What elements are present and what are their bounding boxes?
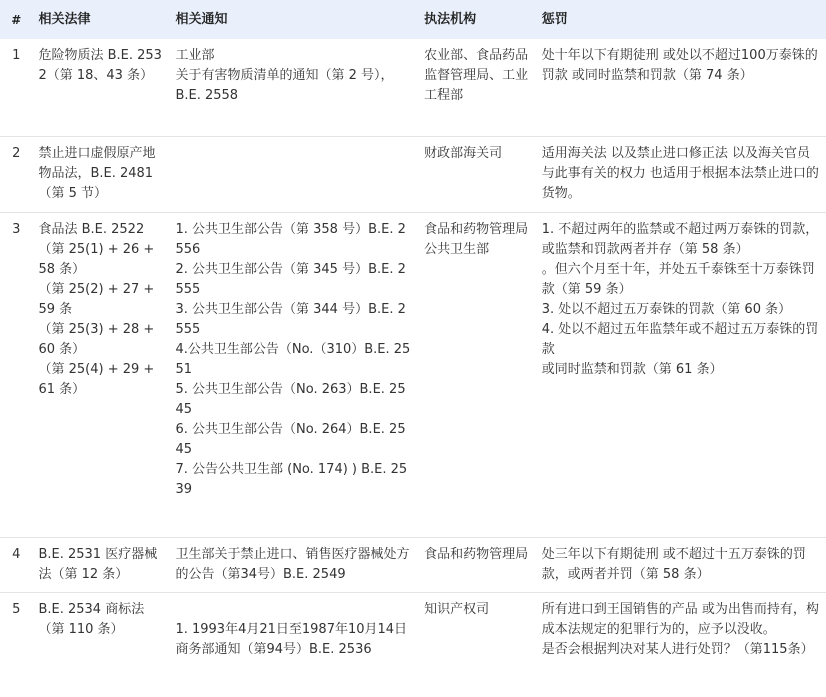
header-row [0,0,826,39]
row-law: 禁止进口虚假原产地物品法，B.E. 2481（第 5 节） [32,136,169,212]
row-law: 危险物质法 B.E. 2532（第 18、43 条） [38,48,162,83]
row-penalty: 1. 不超过两年的监禁或不超过两万泰铢的罚款，或监禁和罚款两者并存（第 58 条） 。但六个月至十年，并处五千泰铢至十万泰铢罚款（第 59 条） 3. 处以不超过五万泰铢的罚款（第 60 条） 4. 处以不超过五年监禁年或不超过五万泰铢的罚款 或同时监禁和罚款（第 61 条） [536,212,826,537]
row-num: 1 [12,48,21,63]
row-agency: 食品和药物管理局 公共卫生部 [418,212,536,537]
table-row [0,592,826,697]
table-body [0,39,826,697]
row-penalty: 所有进口到王国销售的产品 或为出售而持有，构成本法规定的犯罪行为的，应予以没收。 是否会根据判决对某人进行处罚？（第115条） [536,592,826,697]
header-law: 相关法律 [32,0,169,39]
header-notice: 相关通知 [169,0,418,39]
row-num: 3 [0,212,32,537]
row-agency: 农业部、食品药品监督管理局、工业工程部 [424,48,529,103]
row-notice: 1. 1993年4月21日至1987年10月14日商务部通知（第94号）B.E. 2536 [169,592,418,697]
row-penalty: 处十年以下有期徒刑 或处以不超过100万泰铢的罚款 或同时监禁和罚款（第 74 条） [541,48,818,83]
row-notice [169,136,418,212]
table-header [0,0,826,39]
row-agency: 财政部海关司 [418,136,536,212]
row-num: 5 [0,592,32,697]
table-row [0,212,826,537]
row-num: 2 [0,136,32,212]
header-agency: 执法机构 [418,0,536,39]
row-notice: 1. 公共卫生部公告（第 358 号）B.E. 2556 2. 公共卫生部公告（第 345 号）B.E. 2555 3. 公共卫生部公告（第 344 号）B.E. 2555 4.公共卫生部公告（No.（310）B.E. 2551 5. 公共卫生部公告（No. 263）B.E. 2545 6. 公共卫生部公告（No. 264）B.E. 2545 7. 公告公共卫生部 (No. 174) ) B.E. 2539 [169,212,418,537]
row-penalty: 处三年以下有期徒刑 或不超过十五万泰铢的罚款，或两者并罚（第 58 条） [536,537,826,592]
row-notice: 工业部 关于有害物质清单的通知（第 2 号）， B.E. 2558 [175,48,394,103]
row-num: 4 [0,537,32,592]
header-penalty: 惩罚 [536,0,826,39]
header-num: # [0,0,32,39]
row-notice: 卫生部关于禁止进口、销售医疗器械处方的公告（第34号）B.E. 2549 [169,537,418,592]
row-law: 食品法 B.E. 2522 （第 25(1) + 26 + 58 条） （第 25(2) + 27 + 59 条 （第 25(3) + 28 + 60 条） （第 25(4) + 29 + 61 条） [32,212,169,537]
row-penalty: 适用海关法 以及禁止进口修正法 以及海关官员与此事有关的权力 也适用于根据本法禁止进口的货物。 [536,136,826,212]
row-law: B.E. 2534 商标法 （第 110 条） [32,592,169,697]
row-agency: 食品和药物管理局 [418,537,536,592]
table-row [0,39,826,136]
row-law: B.E. 2531 医疗器械法（第 12 条） [32,537,169,592]
row-agency: 知识产权司 [418,592,536,697]
table-row [0,537,826,592]
table-row [0,136,826,212]
